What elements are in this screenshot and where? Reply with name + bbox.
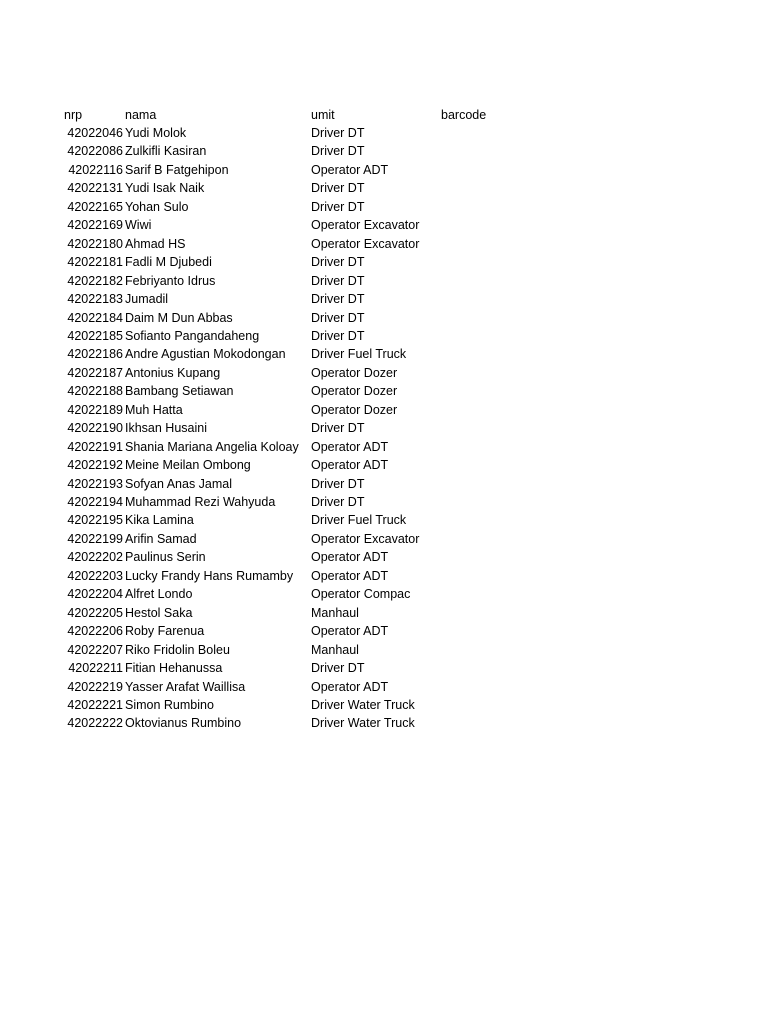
cell-nama: Oktovianus Rumbino	[125, 716, 242, 731]
cell-umit: Operator ADT	[311, 439, 389, 454]
cell-nama: Ahmad HS	[125, 236, 186, 251]
header-umit: umit	[311, 108, 335, 122]
cell-umit: Driver DT	[311, 328, 365, 343]
cell-umit: Operator ADT	[311, 568, 389, 583]
cell-umit: Driver DT	[311, 421, 365, 436]
table-row	[0, 235, 768, 253]
cell-umit: Operator ADT	[311, 624, 389, 639]
table-row	[0, 142, 768, 160]
cell-nrp: 42022206	[67, 624, 123, 639]
cell-nrp: 42022191	[67, 439, 123, 454]
cell-nrp: 42022184	[67, 310, 123, 325]
cell-nrp: 42022165	[67, 199, 123, 214]
cell-nrp: 42022192	[67, 458, 123, 473]
cell-nama: Yudi Isak Naik	[125, 181, 205, 196]
cell-nama: Lucky Frandy Hans Rumamby	[125, 568, 294, 583]
table-row	[0, 493, 768, 511]
cell-nrp: 42022207	[67, 642, 123, 657]
cell-nama: Muh Hatta	[125, 402, 183, 417]
table-row	[0, 714, 768, 732]
cell-nama: Hestol Saka	[125, 605, 193, 620]
cell-umit: Driver DT	[311, 181, 365, 196]
cell-nama: Muhammad Rezi Wahyuda	[125, 495, 276, 509]
table-row	[0, 604, 768, 622]
cell-nrp: 42022183	[67, 292, 123, 307]
cell-nama: Yohan Sulo	[125, 199, 189, 214]
cell-nama: Febriyanto Idrus	[125, 273, 216, 288]
cell-nama: Andre Agustian Mokodongan	[125, 347, 286, 362]
cell-umit: Operator Excavator	[311, 531, 420, 546]
cell-nama: Daim M Dun Abbas	[125, 310, 233, 325]
cell-umit: Manhaul	[311, 605, 359, 620]
table-row	[0, 585, 768, 603]
cell-umit: Operator Dozer	[311, 402, 398, 417]
cell-nrp: 42022188	[67, 384, 123, 399]
cell-nama: Arifin Samad	[125, 531, 197, 546]
cell-nama: Antonius Kupang	[125, 365, 221, 380]
table-row	[0, 161, 768, 179]
cell-umit: Operator Excavator	[311, 218, 420, 233]
cell-nrp: 42022046	[67, 126, 123, 140]
cell-nrp: 42022203	[67, 568, 123, 583]
cell-nama: Paulinus Serin	[125, 550, 206, 565]
cell-nrp: 42022086	[67, 144, 123, 159]
cell-umit: Operator ADT	[311, 458, 389, 473]
table-row	[0, 511, 768, 529]
cell-nrp: 42022190	[67, 421, 123, 436]
cell-umit: Operator Excavator	[311, 236, 420, 251]
table-row	[0, 253, 768, 271]
table-row	[0, 327, 768, 345]
cell-umit: Driver Fuel Truck	[311, 347, 407, 362]
cell-nrp: 42022185	[67, 328, 123, 343]
table-row	[0, 475, 768, 493]
cell-nama: Jumadil	[125, 292, 169, 307]
table-row	[0, 345, 768, 363]
cell-umit: Operator Dozer	[311, 365, 398, 380]
cell-umit: Driver DT	[311, 126, 365, 140]
table-row	[0, 124, 768, 142]
table-row	[0, 659, 768, 677]
cell-nama: Ikhsan Husaini	[125, 421, 207, 436]
table-row	[0, 641, 768, 659]
cell-nrp: 42022189	[67, 402, 123, 417]
cell-umit: Operator ADT	[311, 162, 389, 177]
table-row	[0, 530, 768, 548]
cell-umit: Driver Water Truck	[311, 697, 415, 712]
cell-nrp: 42022186	[67, 347, 123, 362]
table-row	[0, 382, 768, 400]
cell-nama: Meine Meilan Ombong	[125, 458, 251, 473]
cell-nama: Alfret Londo	[125, 587, 193, 602]
cell-nrp: 42022202	[67, 550, 123, 565]
cell-nama: Roby Farenua	[125, 624, 205, 639]
cell-umit: Operator Dozer	[311, 384, 398, 399]
cell-nama: Fitian Hehanussa	[125, 661, 223, 676]
cell-nrp: 42022221	[67, 697, 123, 712]
cell-nama: Wiwi	[125, 218, 152, 233]
cell-umit: Driver DT	[311, 273, 365, 288]
header-nrp: nrp	[64, 108, 83, 122]
cell-umit: Driver Water Truck	[311, 716, 415, 731]
cell-nrp: 42022194	[67, 495, 123, 509]
cell-nrp: 42022219	[67, 679, 123, 694]
table-row	[0, 567, 768, 585]
cell-umit: Driver DT	[311, 144, 365, 159]
cell-nrp: 42022180	[67, 236, 123, 251]
cell-umit: Driver DT	[311, 292, 365, 307]
table-row	[0, 438, 768, 456]
cell-nrp: 42022195	[67, 513, 123, 528]
cell-nrp: 42022222	[67, 716, 123, 731]
header-barcode: barcode	[441, 108, 487, 122]
table-row	[0, 456, 768, 474]
cell-umit: Driver DT	[311, 495, 365, 509]
cell-nama: Sofianto Pangandaheng	[125, 328, 260, 343]
table-row	[0, 272, 768, 290]
cell-umit: Driver DT	[311, 661, 365, 676]
table-row	[0, 198, 768, 216]
cell-nama: Fadli M Djubedi	[125, 255, 212, 270]
cell-nama: Zulkifli Kasiran	[125, 144, 207, 159]
cell-umit: Driver DT	[311, 199, 365, 214]
cell-nama: Simon Rumbino	[125, 697, 214, 712]
cell-umit: Operator ADT	[311, 679, 389, 694]
cell-nrp: 42022169	[67, 218, 123, 233]
cell-nrp: 42022116	[68, 162, 123, 177]
cell-umit: Operator ADT	[311, 550, 389, 565]
cell-nrp: 42022181	[67, 255, 123, 270]
table-row	[0, 678, 768, 696]
header-nama: nama	[125, 108, 157, 122]
cell-nrp: 42022199	[67, 531, 123, 546]
table-header-row	[0, 106, 768, 124]
cell-nama: Sarif B Fatgehipon	[125, 162, 229, 177]
cell-nrp: 42022131	[67, 181, 123, 196]
cell-umit: Manhaul	[311, 642, 359, 657]
cell-umit: Driver DT	[311, 476, 365, 491]
cell-nama: Riko Fridolin Boleu	[125, 642, 230, 657]
cell-nrp: 42022204	[67, 587, 123, 602]
cell-nama: Sofyan Anas Jamal	[125, 476, 233, 491]
table-row	[0, 309, 768, 327]
table-row	[0, 401, 768, 419]
cell-nrp: 42022182	[67, 273, 123, 288]
cell-nrp: 42022211	[68, 661, 123, 676]
table-row	[0, 696, 768, 714]
cell-umit: Driver DT	[311, 310, 365, 325]
cell-nrp: 42022205	[67, 605, 123, 620]
cell-nama: Shania Mariana Angelia Koloay	[125, 439, 299, 454]
table-row	[0, 216, 768, 234]
table-row	[0, 364, 768, 382]
cell-nama: Bambang Setiawan	[125, 384, 234, 399]
cell-nrp: 42022187	[67, 365, 123, 380]
cell-umit: Operator Compac	[311, 587, 411, 602]
table-row	[0, 419, 768, 437]
table-row	[0, 622, 768, 640]
table-row	[0, 290, 768, 308]
cell-nama: Yudi Molok	[125, 126, 187, 140]
table-row	[0, 179, 768, 197]
cell-umit: Driver DT	[311, 255, 365, 270]
cell-umit: Driver Fuel Truck	[311, 513, 407, 528]
cell-nrp: 42022193	[67, 476, 123, 491]
cell-nama: Yasser Arafat Waillisa	[125, 679, 246, 694]
table-row	[0, 548, 768, 566]
cell-nama: Kika Lamina	[125, 513, 194, 528]
